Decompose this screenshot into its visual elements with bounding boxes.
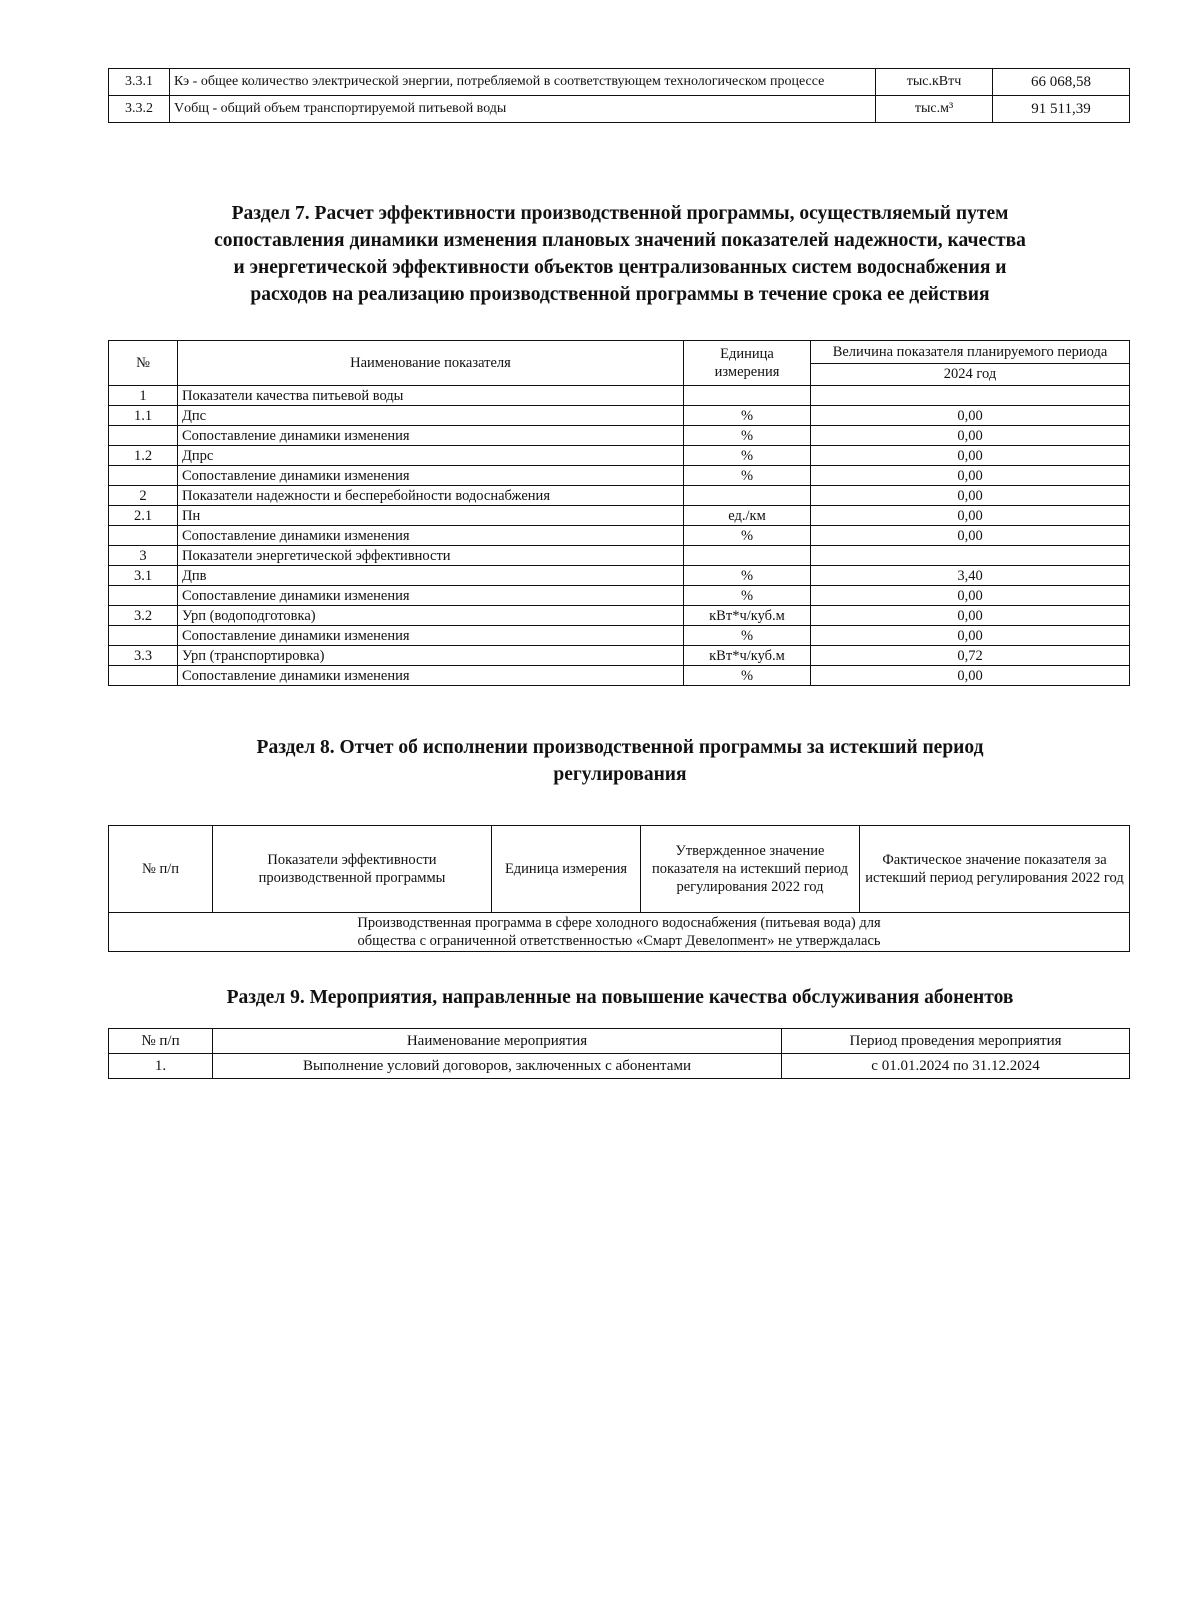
unit-cell: % [684, 526, 811, 546]
table-row [109, 406, 1130, 426]
unit-cell: ед./км [684, 506, 811, 526]
section9-title: Раздел 9. Мероприятия, направленные на повышение качества обслуживания абонентов [226, 987, 1014, 1008]
section7-title-line: сопоставления динамики изменения плановых значений показателей надежности, качества [214, 230, 1026, 251]
header-unit: Единица измерения [684, 341, 811, 386]
unit-cell: % [684, 446, 811, 466]
value-cell: 0,00 [811, 466, 1130, 486]
note-line: общества с ограниченной ответственностью «Смарт Девелопмент» не утверждалась [357, 933, 881, 949]
header-row [109, 1029, 1130, 1054]
value-cell: 0,00 [811, 426, 1130, 446]
unit-cell [684, 386, 811, 406]
value-cell: 66 068,58 [993, 69, 1130, 96]
header-row [109, 826, 1130, 913]
unit-cell: кВт*ч/куб.м [684, 606, 811, 626]
row-number [109, 466, 178, 486]
indicator-name: Сопоставление динамики изменения [178, 626, 684, 646]
section7-title-line: расходов на реализацию производственной программы в течение срока ее действия [250, 284, 990, 305]
value-cell: 0,00 [811, 406, 1130, 426]
section7-title-line: и энергетической эффективности объектов централизованных систем водоснабжения и [233, 257, 1007, 278]
header-approved: Утвержденное значение показателя на истекший период регулирования 2022 год [641, 826, 860, 913]
unit-cell: % [684, 406, 811, 426]
row-number: 3.3.1 [109, 69, 170, 96]
note-line: Производственная программа в сфере холодного водоснабжения (питьевая вода) для [357, 915, 881, 931]
indicator-name: Дпв [178, 566, 684, 586]
section9-table [108, 1028, 1130, 1079]
row-number: 2.1 [109, 506, 178, 526]
value-cell: 0,00 [811, 506, 1130, 526]
value-cell [811, 546, 1130, 566]
unit-cell: % [684, 566, 811, 586]
header-unit: Единица измерения [492, 826, 641, 913]
value-cell: 0,00 [811, 446, 1130, 466]
table-row [109, 466, 1130, 486]
unit-cell: тыс.м³ [876, 96, 993, 123]
row-number: 3.3 [109, 646, 178, 666]
table-row [109, 386, 1130, 406]
table-row [109, 446, 1130, 466]
table-row [109, 646, 1130, 666]
header-value-group: Величина показателя планируемого периода [811, 341, 1130, 364]
value-cell: 0,00 [811, 486, 1130, 506]
value-cell: 0,72 [811, 646, 1130, 666]
table-row [109, 546, 1130, 566]
indicator-name: Показатели энергетической эффективности [178, 546, 684, 566]
row-number: 1.1 [109, 406, 178, 426]
indicator-name: Дпрс [178, 446, 684, 466]
indicator-name: Урп (транспортировка) [178, 646, 684, 666]
row-number: 1 [109, 386, 178, 406]
unit-cell [684, 546, 811, 566]
indicator-name: Сопоставление динамики изменения [178, 426, 684, 446]
value-cell: 91 511,39 [993, 96, 1130, 123]
indicator-name: Сопоставление динамики изменения [178, 586, 684, 606]
unit-cell: кВт*ч/куб.м [684, 646, 811, 666]
indicator-name: Показатели качества питьевой воды [178, 386, 684, 406]
table-row [109, 586, 1130, 606]
indicator-name: Кэ - общее количество электрической энергии, потребляемой в соответствующем технологическом процессе [170, 69, 876, 96]
row-number [109, 586, 178, 606]
row-number: 3.2 [109, 606, 178, 626]
header-period: Период проведения мероприятия [782, 1029, 1130, 1054]
value-cell: 0,00 [811, 586, 1130, 606]
indicator-name: Сопоставление динамики изменения [178, 466, 684, 486]
table-row [109, 1054, 1130, 1079]
table-row [109, 606, 1130, 626]
unit-cell: % [684, 466, 811, 486]
header-year: 2024 год [811, 363, 1130, 386]
value-cell [811, 386, 1130, 406]
table-row [109, 426, 1130, 446]
section7-title [110, 200, 1130, 308]
indicator-name: Урп (водоподготовка) [178, 606, 684, 626]
value-cell: 0,00 [811, 666, 1130, 686]
unit-cell [684, 486, 811, 506]
row-number: 3.3.2 [109, 96, 170, 123]
value-cell: 0,00 [811, 526, 1130, 546]
section7-table-body [109, 386, 1130, 686]
header-num: № п/п [109, 826, 213, 913]
unit-cell: % [684, 426, 811, 446]
row-number [109, 626, 178, 646]
row-number [109, 426, 178, 446]
unit-cell: % [684, 626, 811, 646]
header-num: № [109, 341, 178, 386]
table-row [109, 566, 1130, 586]
table-row [109, 506, 1130, 526]
section8-title [110, 734, 1130, 788]
table-row [109, 626, 1130, 646]
row-number: 3.1 [109, 566, 178, 586]
section8-title-line: Раздел 8. Отчет об исполнении производственной программы за истекший период [256, 737, 984, 758]
row-number: 1.2 [109, 446, 178, 466]
row-number [109, 666, 178, 686]
note-row [109, 913, 1130, 952]
event-period: с 01.01.2024 по 31.12.2024 [782, 1054, 1130, 1079]
row-number: 2 [109, 486, 178, 506]
section7-title-line: Раздел 7. Расчет эффективности производственной программы, осуществляемый путем [231, 203, 1009, 224]
header-indicators: Показатели эффективности производственной программы [213, 826, 492, 913]
section7-table [108, 340, 1130, 686]
indicator-name: Показатели надежности и бесперебойности водоснабжения [178, 486, 684, 506]
indicator-name: Пн [178, 506, 684, 526]
section8-table [108, 825, 1130, 952]
event-name: Выполнение условий договоров, заключенных с абонентами [213, 1054, 782, 1079]
header-row [109, 341, 1130, 364]
header-name: Наименование показателя [178, 341, 684, 386]
section8-title-line: регулирования [553, 764, 687, 785]
unit-cell: тыс.кВтч [876, 69, 993, 96]
indicator-name: Дпс [178, 406, 684, 426]
table-row [109, 486, 1130, 506]
value-cell: 3,40 [811, 566, 1130, 586]
table-row [109, 96, 1130, 123]
table-row [109, 526, 1130, 546]
top-table [108, 68, 1130, 123]
indicator-name: Сопоставление динамики изменения [178, 526, 684, 546]
note-cell [109, 913, 1130, 952]
indicator-name: Сопоставление динамики изменения [178, 666, 684, 686]
unit-cell: % [684, 586, 811, 606]
value-cell: 0,00 [811, 606, 1130, 626]
table-row [109, 666, 1130, 686]
row-number: 3 [109, 546, 178, 566]
header-num: № п/п [109, 1029, 213, 1054]
table-row [109, 69, 1130, 96]
row-number [109, 526, 178, 546]
header-event-name: Наименование мероприятия [213, 1029, 782, 1054]
row-number: 1. [109, 1054, 213, 1079]
unit-cell: % [684, 666, 811, 686]
indicator-name: Vобщ - общий объем транспортируемой питьевой воды [170, 96, 876, 123]
value-cell: 0,00 [811, 626, 1130, 646]
header-actual: Фактическое значение показателя за истекший период регулирования 2022 год [860, 826, 1130, 913]
